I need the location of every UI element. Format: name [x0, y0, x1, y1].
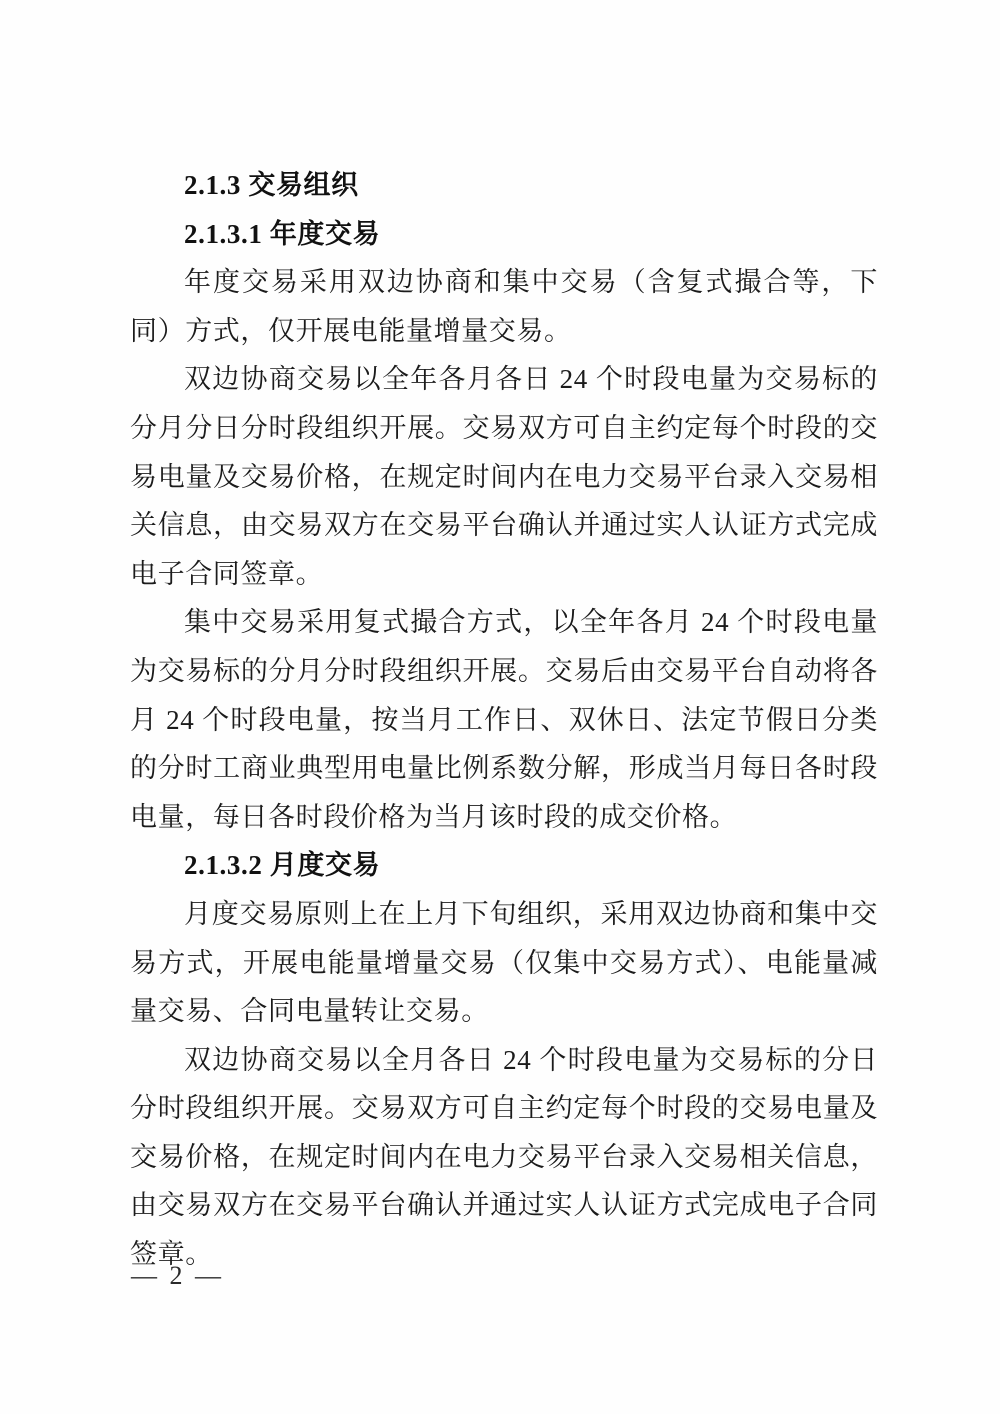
document-content	[130, 161, 878, 1279]
paragraph-annual-bilateral-negotiation: 双边协商交易以全年各月各日 24 个时段电量为交易标的分月分日分时段组织开展。交易双方可自主约定每个时段的交易电量及交易价格，在规定时间内在电力交易平台录入交易相关信息，由交易双方在交易平台确认并通过实人认证方式完成电子合同签章。	[130, 364, 878, 589]
paragraph-annual-trading-method: 年度交易采用双边协商和集中交易（含复式撮合等，下同）方式，仅开展电能量增量交易。	[130, 267, 878, 346]
paragraph-monthly-trading-method: 月度交易原则上在上月下旬组织，采用双边协商和集中交易方式，开展电能量增量交易（仅集中交易方式）、电能量减量交易、合同电量转让交易。	[130, 898, 878, 1027]
page-number: — 2 —	[131, 1261, 224, 1290]
section-heading-annual-trading: 2.1.3.1 年度交易	[184, 218, 381, 249]
section-heading-trading-organization: 2.1.3 交易组织	[184, 170, 359, 200]
section-heading-monthly-trading: 2.1.3.2 月度交易	[184, 850, 381, 881]
paragraph-annual-centralized-trading: 集中交易采用复式撮合方式，以全年各月 24 个时段电量为交易标的分月分时段组织开展。交易后由交易平台自动将各月 24 个时段电量，按当月工作日、双休日、法定节假日分类的分时工商业典型用电量比例系数分解，形成当月每日各时段电量，每日各时段价格为当月该时段的成交价格。	[130, 607, 878, 832]
paragraph-monthly-bilateral-negotiation: 双边协商交易以全月各日 24 个时段电量为交易标的分日分时段组织开展。交易双方可自主约定每个时段的交易电量及交易价格，在规定时间内在电力交易平台录入交易相关信息，由交易双方在交易平台确认并通过实人认证方式完成电子合同签章。	[130, 1044, 878, 1270]
